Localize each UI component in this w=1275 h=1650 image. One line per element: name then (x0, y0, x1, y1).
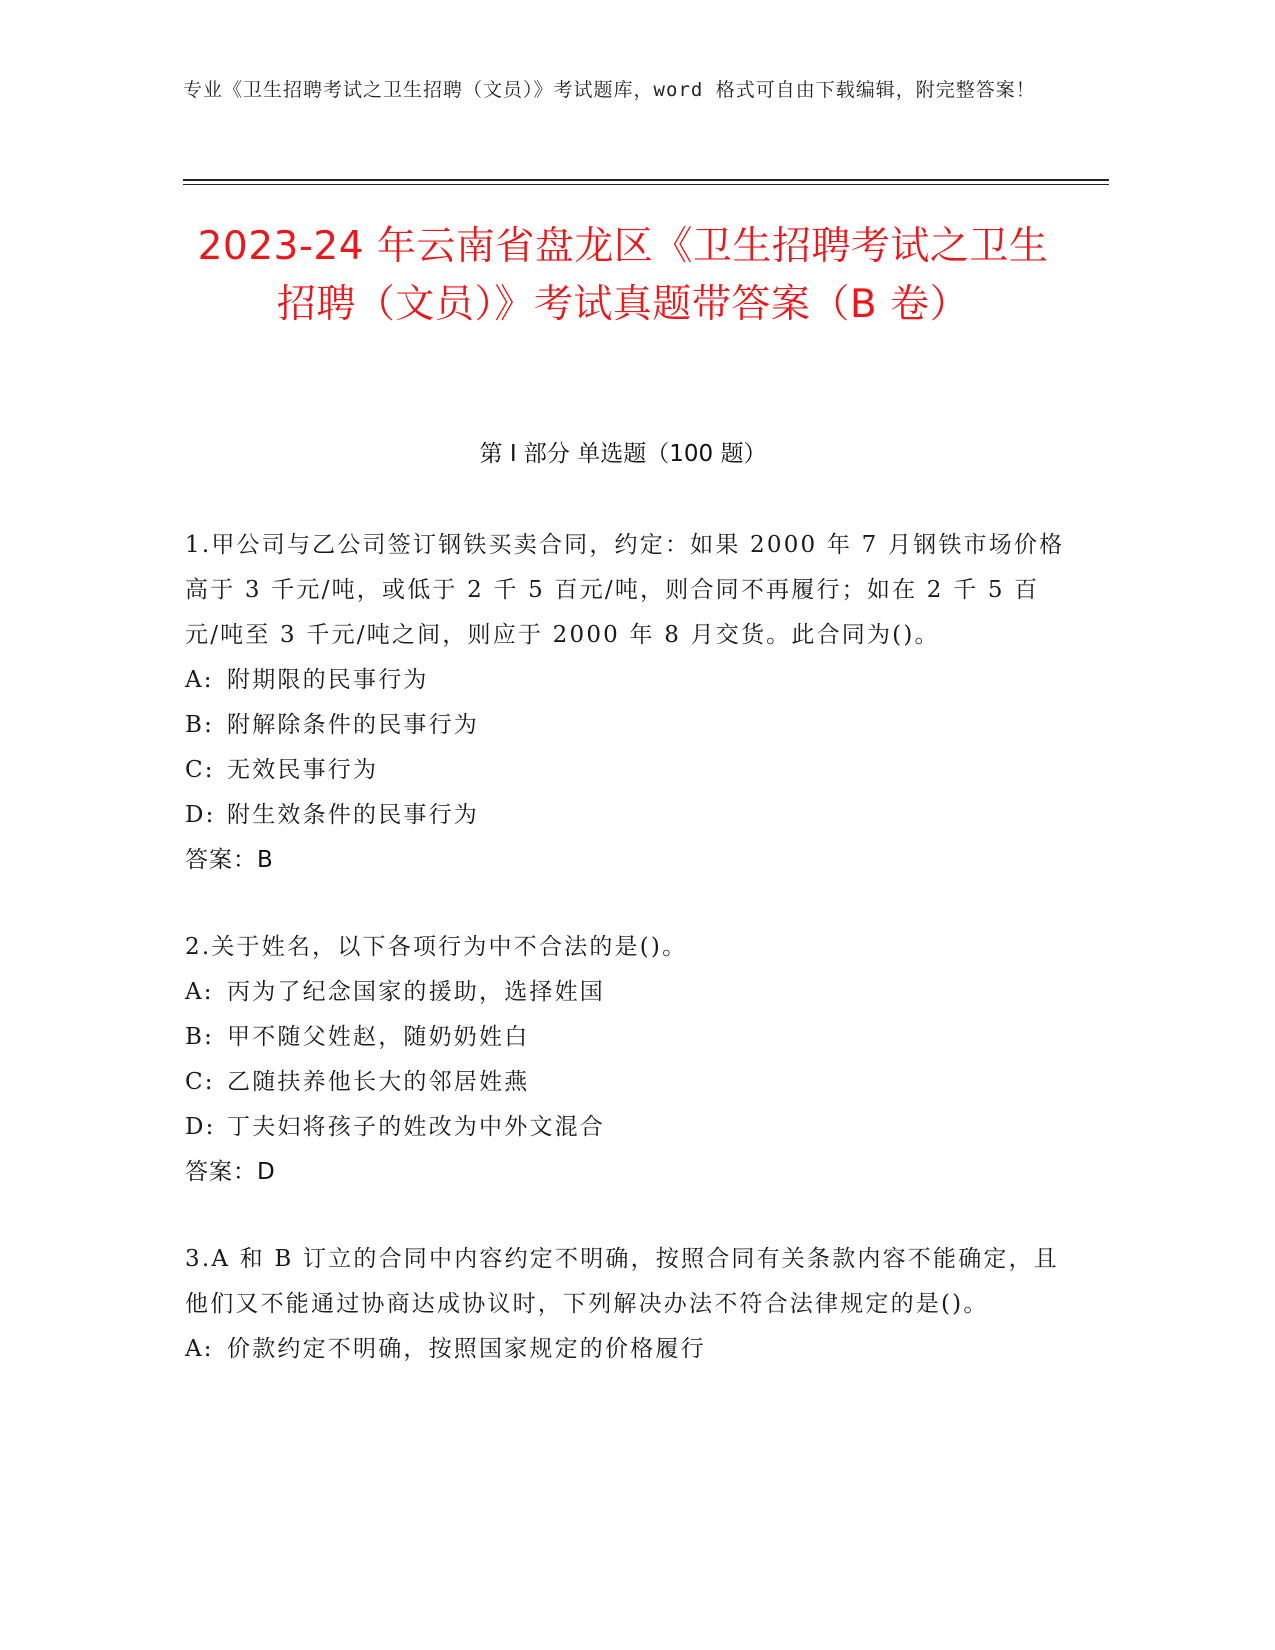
option-text: 甲不随父姓赵，随奶奶姓白 (227, 1024, 530, 1050)
question-1 (185, 523, 1065, 883)
header-note: 专业《卫生招聘考试之卫生招聘（文员）》考试题库，word 格式可自由下载编辑，附完整答案！ (183, 79, 1036, 101)
option-key: B: (185, 1024, 215, 1050)
option-key: D: (185, 1114, 216, 1140)
option-a (185, 1327, 1065, 1372)
option-c (185, 1060, 1065, 1105)
option-key: D: (185, 802, 216, 828)
option-text: 附期限的民事行为 (227, 667, 429, 693)
option-key: B: (185, 712, 215, 738)
header-rule-thick (183, 179, 1109, 181)
option-c (185, 748, 1065, 793)
option-d (185, 793, 1065, 838)
option-key: C: (185, 757, 215, 783)
option-key: A: (185, 667, 214, 693)
option-text: 无效民事行为 (227, 757, 379, 783)
option-a (185, 970, 1065, 1015)
option-a (185, 658, 1065, 703)
option-text: 丙为了纪念国家的援助，选择姓国 (227, 979, 605, 1005)
option-b (185, 703, 1065, 748)
question-list (185, 523, 1065, 1414)
question-stem: 3.A 和 B 订立的合同中内容约定不明确，按照合同有关条款内容不能确定，且他们又不能通过协商达成协议时，下列解决办法不符合法律规定的是()。 (185, 1246, 1059, 1317)
option-key: A: (185, 979, 214, 1005)
question-3 (185, 1237, 1065, 1372)
option-text: 价款约定不明确，按照国家规定的价格履行 (227, 1336, 706, 1362)
option-b (185, 1015, 1065, 1060)
option-key: A: (185, 1336, 214, 1362)
option-d (185, 1105, 1065, 1150)
option-text: 丁夫妇将孩子的姓改为中外文混合 (227, 1114, 605, 1140)
option-text: 附解除条件的民事行为 (227, 712, 479, 738)
option-text: 乙随扶养他长大的邻居姓燕 (227, 1069, 530, 1095)
question-stem: 2.关于姓名，以下各项行为中不合法的是()。 (185, 934, 688, 960)
option-text: 附生效条件的民事行为 (227, 802, 479, 828)
option-key: C: (185, 1069, 215, 1095)
section-heading: 第 I 部分 单选题（100 题） (479, 441, 767, 467)
document-title: 2023-24 年云南省盘龙区《卫生招聘考试之卫生招聘（文员）》考试真题带答案（B 卷） (197, 224, 1049, 327)
answer-line: 答案：B (185, 847, 274, 873)
answer-line: 答案：D (185, 1159, 276, 1185)
header-rule-thin (183, 184, 1109, 185)
question-stem: 1.甲公司与乙公司签订钢铁买卖合同，约定：如果 2000 年 7 月钢铁市场价格高于 3 千元/吨，或低于 2 千 5 百元/吨，则合同不再履行；如在 2 千 5 百元/吨至 3 千元/吨之间，则应于 2000 年 8 月交货。此合同为()。 (185, 532, 1065, 648)
question-2 (185, 925, 1065, 1195)
